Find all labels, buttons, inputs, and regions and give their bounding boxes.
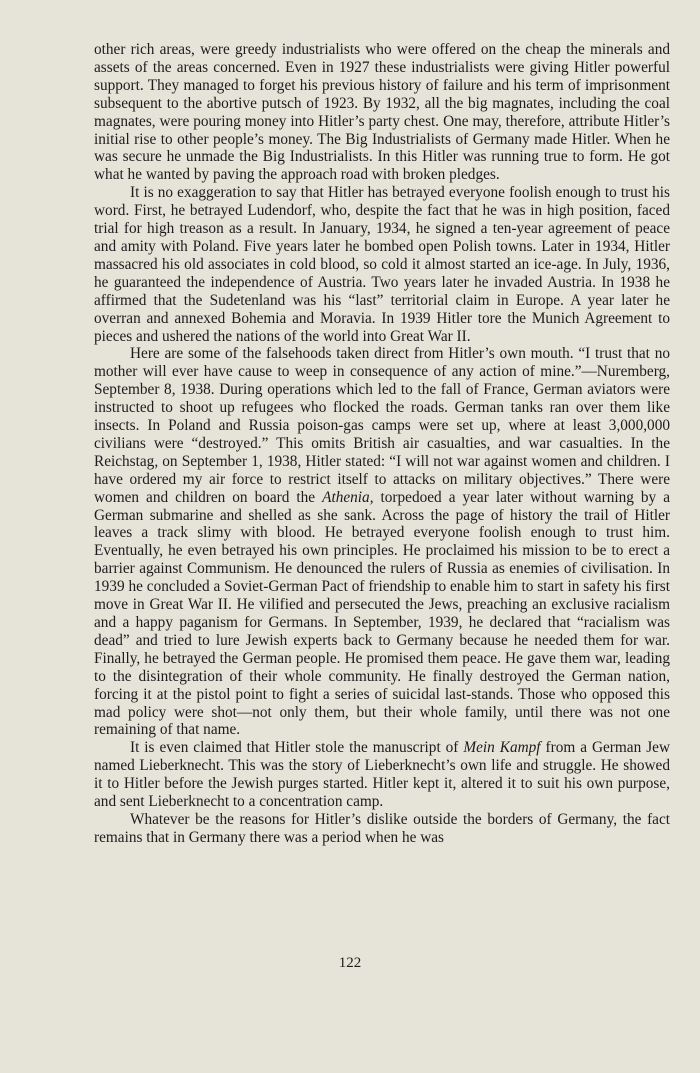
- body-text: [94, 41, 670, 847]
- paragraph-4-text-a: It is even claimed that Hitler stole the manuscript of: [130, 739, 464, 757]
- paragraph-2-text: It is no exaggeration to say that Hitler has betrayed everyone foolish enough to trust his word. First, he betrayed Ludendorf, who, despite the fact that he was in high position, faced trial for high treason as a result. In January, 1934, he signed a ten-year agreement of peace and amity with Poland. Five years later he bombed open Polish towns. Later in 1934, Hitler massacred his old associates in cold blood, so cold it almost started an ice-age. In July, 1936, he guaranteed the independence of Austria. Two years later he invaded Austria. In 1938 he affirmed that the Sudetenland was his “last” territorial claim in Europe. A year later he overran and annexed Bohemia and Moravia. In 1939 Hitler tore the Munich Agreement to pieces and ushered the nations of the world into Great War II.: [94, 184, 670, 345]
- paragraph-3: [94, 345, 670, 739]
- paragraph-3-text-b: torpedoed a year later without warning by a German submarine and shelled as she sank. Across the page of history the trail of Hitler leaves a track slimy with blood. He betrayed everyone foolish enough to trust him. Eventually, he even betrayed his own principles. He proclaimed his mission to be to erect a barrier against Communism. He denounced the rulers of Russia as enemies of civilisation. In 1939 he concluded a Soviet-German Pact of friendship to enable him to start in safety his first move in Great War II. He vilified and persecuted the Jews, preaching an exclusive racialism and a happy paganism for Germans. In September, 1939, he declared that “racialism was dead” and tried to lure Jewish experts back to Germany because he needed them for war. Finally, he betrayed the German people. He promised them peace. He gave them war, leading to the disintegration of their whole community. He finally destroyed the German nation, forcing it at the pistol point to fight a series of suicidal last-stands. Those who opposed this mad policy were shot—not only them, but their whole family, until there was not one remaining of that name.: [94, 488, 670, 739]
- book-title-mein-kampf: Mein Kampf: [463, 739, 541, 757]
- paragraph-1: [94, 41, 670, 184]
- ship-name-athenia: Athenia,: [322, 488, 374, 506]
- page-number: 122: [338, 955, 362, 971]
- paragraph-5-text: Whatever be the reasons for Hitler’s dislike outside the borders of Germany, the fact remains that in Germany there was a period when he was: [94, 810, 670, 846]
- paragraph-5: [94, 811, 670, 847]
- paragraph-4-text-b: from a German Jew named Lieberknecht. This was the story of Lieberknecht’s own life and struggle. He showed it to Hitler before the Jewish purges started. Hitler kept it, altered it to suit his own purpose, and sent Lieberknecht to a concentration camp.: [94, 739, 670, 811]
- paragraph-2: [94, 184, 670, 345]
- paragraph-3-text-a: Here are some of the falsehoods taken direct from Hitler’s own mouth. “I trust that no mother will ever have cause to weep in consequence of any action of mine.”—Nuremberg, September 8, 1938. During operations which led to the fall of France, German aviators were instructed to shoot up refugees who flocked the roads. German tanks ran over them like insects. In Poland and Russia poison-gas camps were set up, where at least 3,000,000 civilians were “destroyed.” This omits British air casualties, and war casualties. In the Reichstag, on September 1, 1938, Hitler stated: “I will not war against women and children. I have ordered my air force to restrict itself to attacks on military objectives.” There were women and children on board the: [94, 345, 670, 506]
- paragraph-4: [94, 739, 670, 811]
- paragraph-1-text: other rich areas, were greedy industrialists who were offered on the cheap the minerals and assets of the areas concerned. Even in 1927 these industrialists were giving Hitler powerful support. They managed to forget his previous history of failure and his term of imprisonment subsequent to the abortive putsch of 1923. By 1932, all the big magnates, including the coal magnates, were pouring money into Hitler’s party chest. One may, therefore, attribute Hitler’s initial rise to other people’s money. The Big Industrialists of Germany made Hitler. When he was secure he unmade the Big Industrialists. In this Hitler was running true to form. He got what he wanted by paving the approach road with broken pledges.: [94, 41, 670, 184]
